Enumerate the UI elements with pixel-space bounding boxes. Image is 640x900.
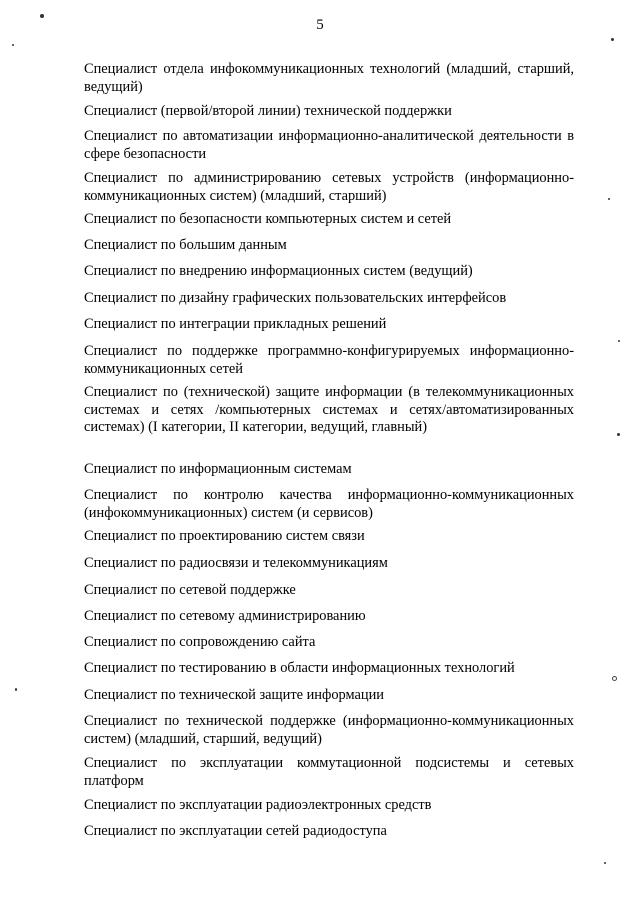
position-item: Специалист по сопровождению сайта — [84, 634, 316, 650]
position-item: Специалист по сетевому администрированию — [84, 608, 366, 624]
position-item: Специалист по (технической) защите информации (в телекоммуникационных системах и сетях /компьютерных системах и сетях/автоматизированных системах) (I категории, II категории, ведущий, главный) — [84, 384, 574, 435]
position-item: Специалист по интеграции прикладных решений — [84, 316, 387, 332]
position-item: Специалист по эксплуатации радиоэлектронных средств — [84, 797, 432, 813]
position-item: Специалист по безопасности компьютерных систем и сетей — [84, 211, 452, 227]
position-item: Специалист по тестированию в области информационных технологий — [84, 660, 515, 676]
position-item: Специалист по сетевой поддержке — [84, 582, 296, 598]
position-item: Специалист по информационным системам — [84, 461, 352, 477]
scan-speck — [618, 340, 620, 342]
position-item: Специалист по большим данным — [84, 237, 287, 253]
scan-speck — [611, 38, 614, 41]
position-item: Специалист по администрированию сетевых устройств (информационно-коммуникационных систем) (младший, старший) — [84, 170, 574, 204]
scan-speck — [12, 44, 14, 46]
scan-speck — [612, 676, 617, 681]
position-item: Специалист по контролю качества информационно-коммуникационных (инфокоммуникационных) систем (и сервисов) — [84, 487, 574, 521]
scan-speck — [617, 433, 620, 436]
position-item: Специалист по внедрению информационных систем (ведущий) — [84, 263, 473, 279]
position-item: Специалист по технической защите информации — [84, 687, 384, 703]
position-item: Специалист по проектированию систем связи — [84, 528, 365, 544]
scan-speck — [608, 198, 610, 200]
position-item: Специалист по автоматизации информационно-аналитической деятельности в сфере безопасности — [84, 128, 574, 162]
position-item: Специалист отдела инфокоммуникационных технологий (младший, старший, ведущий) — [84, 61, 574, 95]
scan-speck — [15, 688, 17, 691]
position-item: Специалист по радиосвязи и телекоммуникациям — [84, 555, 388, 571]
scan-speck — [40, 14, 44, 18]
page-number: 5 — [316, 17, 324, 33]
position-item: Специалист по поддержке программно-конфигурируемых информационно-коммуникационных сетей — [84, 343, 574, 377]
position-item: Специалист по эксплуатации сетей радиодоступа — [84, 823, 387, 839]
scan-speck — [604, 862, 606, 864]
position-item: Специалист по технической поддержке (информационно-коммуникационных систем) (младший, старший, ведущий) — [84, 713, 574, 747]
position-item: Специалист (первой/второй линии) технической поддержки — [84, 103, 452, 119]
position-item: Специалист по дизайну графических пользовательских интерфейсов — [84, 290, 507, 306]
position-item: Специалист по эксплуатации коммутационной подсистемы и сетевых платформ — [84, 755, 574, 789]
